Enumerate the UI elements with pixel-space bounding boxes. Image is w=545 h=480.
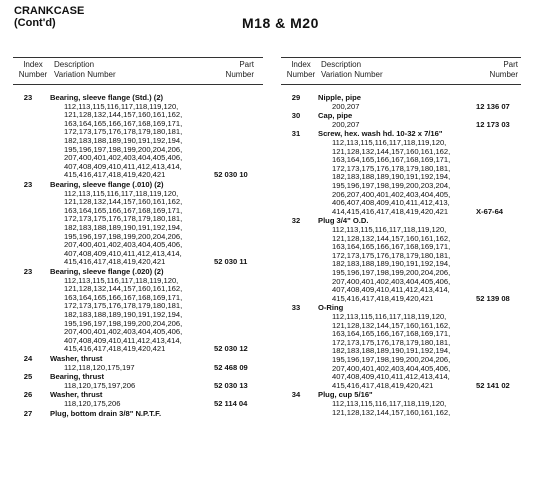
part-number: 12 136 07 [476,101,510,111]
part-number: 52 030 13 [214,380,248,390]
left-bottom-rule [13,84,263,85]
part-header-line1: Part [239,60,254,69]
part-header [478,60,518,80]
model-title: M18 & M20 [242,15,319,31]
description-header-line2: Variation Number [54,70,116,79]
part-number: 52 114 04 [214,398,248,408]
part-description: Plug 3/4" O.D. [318,216,369,226]
index-number: 33 [291,303,301,313]
variation-numbers: 407,408,409,410,411,412,413,414, [332,285,450,295]
parts-list-entry [18,373,263,390]
index-number: 32 [291,216,301,226]
part-description: Nipple, pipe [318,93,362,102]
index-number: 24 [23,354,33,363]
variation-numbers: 206,207,400,401,402,403,404,405, [332,189,451,199]
part-number: X-67-64 [476,206,504,216]
variation-numbers: 112,113,115,116,117,118,119,120, [332,311,447,321]
variation-numbers: 172,173,175,176,178,179,180,181, [332,163,451,173]
variation-numbers: 407,408,409,410,411,412,413,414, [64,335,182,345]
variation-numbers: 163,164,165,166,167,168,169,171, [332,242,451,252]
parts-list-entry [18,181,263,267]
variation-numbers: 163,164,165,166,167,168,169,171, [64,292,183,302]
parts-list-entry [286,217,521,303]
part-number: 52 030 12 [214,344,248,354]
index-number: 29 [291,93,301,102]
description-header [321,60,383,80]
variation-numbers: 112,113,115,116,117,118,119,120, [64,275,179,285]
variation-numbers: 406,407,408,409,410,411,412,413, [332,198,450,208]
index-number: 34 [291,390,301,400]
variation-numbers: 182,183,188,189,190,191,192,194, [64,136,183,145]
variation-numbers: 182,183,188,189,190,191,192,194, [332,172,451,182]
part-number: 52 139 08 [476,293,510,303]
left-top-rule [13,57,263,58]
description-header-line1: Description [321,60,362,69]
variation-numbers: 112,118,120,175,197 [64,362,135,372]
index-number: 26 [23,390,33,400]
index-header-line2: Number [286,70,316,79]
description-header-line2: Variation Number [321,70,383,79]
part-header-line2: Number [225,70,254,79]
variation-numbers: 163,164,165,166,167,168,169,171, [64,118,183,128]
variation-numbers: 112,113,115,116,117,118,119,120, [64,101,179,111]
index-number: 23 [23,93,33,102]
index-number: 27 [23,408,33,418]
parts-list-entry [286,391,521,417]
right-parts-list [286,94,521,418]
variation-numbers: 121,128,132,144,157,160,161,162, [64,284,183,294]
variation-numbers: 182,183,188,189,190,191,192,194, [332,259,451,269]
variation-numbers: 207,400,401,402,403,404,405,406, [64,240,183,250]
index-header [15,60,51,80]
index-number: 23 [23,180,33,189]
variation-numbers: 207,400,401,402,403,404,405,406, [332,363,451,373]
part-number: 52 468 09 [214,362,248,372]
parts-list-entry [286,94,521,111]
section-title-line2: (Cont'd) [14,17,56,29]
part-description: Plug, cup 5/16" [318,390,373,400]
variation-numbers: 195,196,197,198,199,200,204,206, [332,267,451,277]
variation-numbers: 121,128,132,144,157,160,161,162, [332,407,451,417]
parts-list-entry [18,391,263,408]
index-header-line2: Number [18,70,48,79]
part-description: Washer, thrust [50,390,103,400]
part-description: Bearing, sleeve flange (.010) (2) [50,180,164,189]
variation-numbers: 415,416,417,418,419,420,421 [332,293,434,303]
variation-numbers: 121,128,132,144,157,160,161,162, [64,197,183,207]
variation-numbers: 172,173,175,176,178,179,180,181, [332,250,451,260]
variation-numbers: 182,183,188,189,190,191,192,194, [332,346,451,356]
parts-list-entry [286,304,521,390]
variation-numbers: 163,164,165,166,167,168,169,171, [64,205,183,215]
part-number: 52 030 11 [214,257,248,267]
index-number: 30 [291,111,301,121]
variation-numbers: 112,113,115,116,117,118,119,120, [332,398,447,408]
variation-numbers: 415,416,417,418,419,420,421 [332,380,434,390]
variation-numbers: 163,164,165,166,167,168,169,171, [332,329,451,339]
variation-numbers: 195,196,197,198,199,200,204,206, [64,144,183,154]
variation-numbers: 414,415,416,417,418,419,420,421 [332,206,449,216]
index-header-line1: Index [23,60,43,69]
variation-numbers: 112,113,115,116,117,118,119,120, [64,188,179,198]
left-parts-list [18,94,263,419]
variation-numbers: 121,128,132,144,157,160,161,162, [332,233,451,243]
part-header [214,60,254,80]
variation-numbers: 172,173,175,176,178,179,180,181, [64,301,183,311]
variation-numbers: 415,416,417,418,419,420,421 [64,170,166,180]
variation-numbers: 172,173,175,176,178,179,180,181, [64,127,183,137]
variation-numbers: 195,196,197,198,199,200,204,206, [64,318,183,328]
index-number: 25 [23,372,33,382]
right-bottom-rule [281,84,521,85]
parts-list-entry [18,410,263,419]
variation-numbers: 172,173,175,176,178,179,180,181, [64,214,183,224]
variation-numbers: 407,408,409,410,411,412,413,414, [64,248,182,258]
variation-numbers: 182,183,188,189,190,191,192,194, [64,310,183,319]
variation-numbers: 207,400,401,402,403,404,405,406, [64,153,183,163]
variation-numbers: 163,164,165,166,167,168,169,171, [332,155,451,165]
part-description: Bearing, thrust [50,372,105,382]
variation-numbers: 415,416,417,418,419,420,421 [64,257,166,267]
part-number: 52 030 10 [214,170,248,180]
right-top-rule [281,57,521,58]
variation-numbers: 407,408,409,410,411,412,413,414, [332,372,450,382]
part-description: Cap, pipe [318,111,353,121]
variation-numbers: 415,416,417,418,419,420,421 [64,344,166,354]
description-header [54,60,116,80]
variation-numbers: 200,207 [332,101,360,111]
parts-list-entry [18,94,263,180]
part-number: 12 173 03 [476,119,510,129]
part-description: O-Ring [318,303,344,313]
variation-numbers: 207,400,401,402,403,404,405,406, [332,276,451,286]
variation-numbers: 121,128,132,144,157,160,161,162, [332,320,451,330]
section-title-line1: CRANKCASE [14,5,85,17]
index-number: 23 [23,267,33,276]
parts-list-entry [286,112,521,129]
description-header-line1: Description [54,60,95,69]
variation-numbers: 407,408,409,410,411,412,413,414, [64,161,182,171]
variation-numbers: 195,196,197,198,199,200,204,206, [64,231,183,241]
part-description: Plug, bottom drain 3/8" N.P.T.F. [50,408,162,418]
parts-list-entry [18,268,263,354]
part-description: Bearing, sleeve flange (.020) (2) [50,267,164,276]
part-header-line1: Part [503,60,518,69]
variation-numbers: 121,128,132,144,157,160,161,162, [332,146,451,156]
part-description: Screw, hex. wash hd. 10-32 x 7/16" [318,129,443,139]
variation-numbers: 195,196,197,198,199,200,204,206, [332,354,451,364]
part-number: 52 141 02 [476,380,510,390]
section-title [14,5,84,29]
variation-numbers: 112,113,115,116,117,118,119,120, [332,224,447,234]
parts-list-entry [18,355,263,372]
index-header [283,60,319,80]
index-header-line1: Index [291,60,311,69]
variation-numbers: 207,400,401,402,403,404,405,406, [64,327,183,337]
variation-numbers: 112,113,115,116,117,118,119,120, [332,137,447,147]
variation-numbers: 182,183,188,189,190,191,192,194, [64,223,183,232]
part-description: Bearing, sleeve flange (Std.) (2) [50,93,164,102]
index-number: 31 [291,129,301,139]
part-description: Washer, thrust [50,354,103,363]
variation-numbers: 121,128,132,144,157,160,161,162, [64,110,183,120]
variation-numbers: 172,173,175,176,178,179,180,181, [332,337,451,347]
variation-numbers: 118,120,175,206 [64,398,121,408]
part-header-line2: Number [489,70,518,79]
variation-numbers: 200,207 [332,119,360,129]
variation-numbers: 195,196,197,198,199,200,203,204, [332,180,451,190]
parts-list-entry [286,130,521,216]
variation-numbers: 118,120,175,197,206 [64,380,136,390]
